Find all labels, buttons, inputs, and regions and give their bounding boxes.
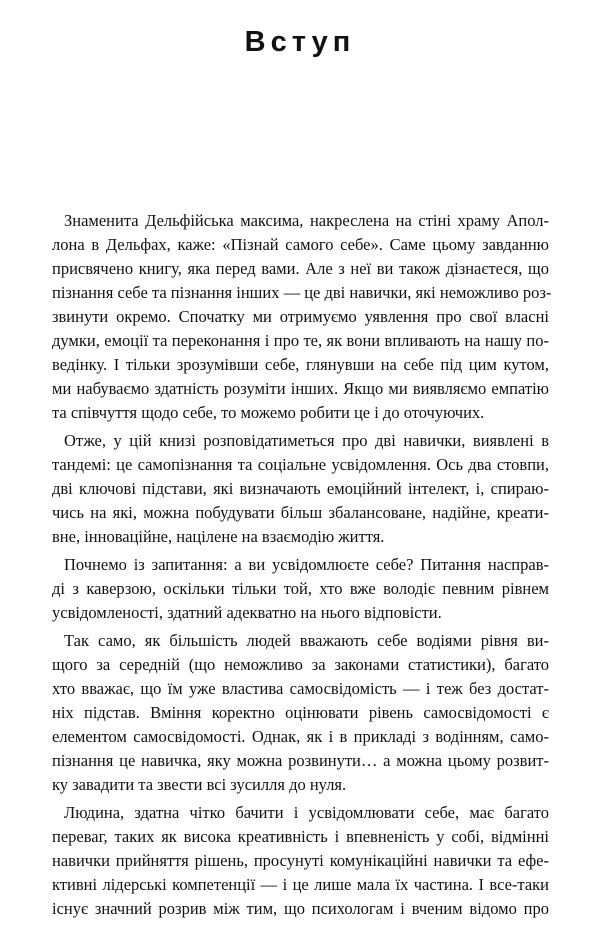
paragraph: [52, 629, 549, 797]
text-line: ктивні лідерські компетенції — і це лише мала їх частина. І все-таки: [52, 875, 549, 894]
text-line: існує значний розрив між тим, що психологам і вченим відомо про: [52, 899, 549, 918]
text-line: та співчуття щодо себе, то можемо робити це і до оточуючих.: [52, 403, 485, 422]
text-line: пізнання себе та пізнання інших — це дві навички, які неможливо роз-: [52, 283, 552, 302]
text-line: ніх підстав. Вміння коректно оцінювати рівень самосвідомості є: [52, 703, 549, 722]
text-line: вне, інноваційне, націлене на взаємодію життя.: [52, 527, 385, 546]
paragraph: [52, 801, 549, 921]
text-line: Так само, як більшість людей вважають себе водіями рівня ви-: [64, 631, 549, 650]
body-text: [52, 209, 552, 925]
text-line: переваг, таких як висока креативність і впевненість у собі, відмінні: [52, 827, 549, 846]
text-line: елементом самосвідомості. Однак, як і в прикладі з водінням, само-: [52, 727, 549, 746]
text-line: лона в Дельфах, каже: «Пізнай самого себе». Саме цьому завданню: [52, 235, 549, 254]
paragraph: [52, 553, 549, 625]
paragraph: [52, 209, 552, 425]
text-line: ку завадити та звести всі зусилля до нуля.: [52, 775, 347, 794]
text-line: тандемі: це самопізнання та соціальне усвідомлення. Ось два стовпи,: [52, 455, 549, 474]
text-line: усвідомленості, здатний адекватно на нього відповісти.: [52, 603, 442, 622]
text-line: щого за середній (що неможливо за законами статистики), багато: [52, 655, 549, 674]
text-line: хто вважає, що їм уже властива самосвідомість — і теж без достат-: [52, 679, 549, 698]
text-line: Знаменита Дельфійська максима, накреслена на стіні храму Апол-: [64, 211, 549, 230]
text-line: ведінку. І тільки зрозумівши себе, глянувши на себе під цим кутом,: [52, 355, 549, 374]
text-line: ді з каверзою, оскільки тільки той, хто вже володіє певним рівнем: [52, 579, 549, 598]
text-line: пізнання це навичка, яку можна розвинути… а можна цьому розвит-: [52, 751, 549, 770]
text-line: дві ключові підстави, які визначають емоційний інтелект, і, спираю-: [52, 479, 549, 498]
text-line: Людина, здатна чітко бачити і усвідомлювати себе, має багато: [64, 803, 549, 822]
text-line: Отже, у цій книзі розповідатиметься про дві навички, виявлені в: [64, 431, 549, 450]
text-line: звинути окремо. Спочатку ми отримуємо уявлення про свої власні: [52, 307, 549, 326]
text-line: Почнемо із запитання: а ви усвідомлюєте себе? Питання насправ-: [64, 555, 549, 574]
paragraph: [52, 429, 549, 549]
chapter-title: Вступ: [244, 26, 356, 58]
text-line: ми набуваємо здатність розуміти інших. Якщо ми виявляємо емпатію: [52, 379, 549, 398]
text-line: навички прийняття рішень, просунуті комунікаційні навички та ефе-: [52, 851, 549, 870]
text-line: присвячено книгу, яка перед вами. Але з неї ви також дізнаєтеся, що: [52, 259, 549, 278]
text-line: чись на які, можна побудувати більш збалансоване, надійне, креати-: [52, 503, 549, 522]
text-line: думки, емоції та переконання і про те, як вони впливають на нашу по-: [52, 331, 549, 350]
